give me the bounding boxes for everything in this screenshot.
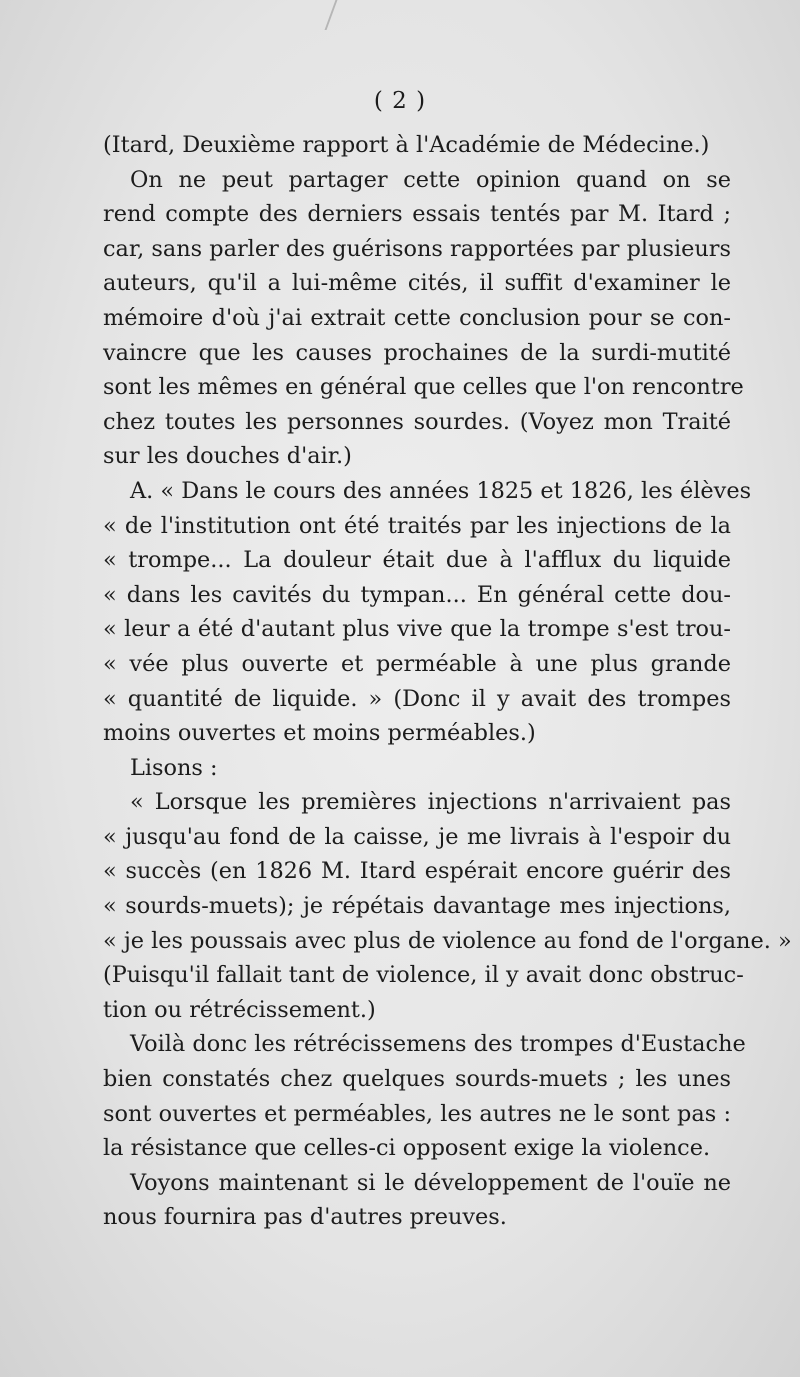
- text-line: « leur a été d'autant plus vive que la trompe s'est trou-: [103, 616, 731, 643]
- paragraph-quote-a: [103, 474, 752, 751]
- text-line: moins ouvertes et moins perméables.): [103, 720, 536, 747]
- text-line: sont ouvertes et perméables, les autres ne le sont pas :: [103, 1100, 731, 1127]
- paragraph-lisons: [103, 751, 731, 786]
- paragraph-next: [103, 1166, 731, 1235]
- text-line: « trompe... La douleur était due à l'afflux du liquide: [103, 547, 731, 574]
- text-line: « quantité de liquide. » (Donc il y avait des trompes: [103, 685, 731, 712]
- page-number: ( 2 ): [373, 88, 427, 114]
- text-line: On ne peut partager cette opinion quand on se: [130, 166, 731, 193]
- text-line: « succès (en 1826 M. Itard espérait encore guérir des: [103, 858, 731, 885]
- text-line: « de l'institution ont été traités par les injections de la: [103, 512, 731, 539]
- text-line: « sourds-muets); je répétais davantage mes injections,: [103, 893, 731, 920]
- text-line: Voilà donc les rétrécissemens des trompes d'Eustache: [130, 1031, 746, 1058]
- text-line: « je les poussais avec plus de violence au fond de l'organe. »: [103, 927, 792, 954]
- text-line: tion ou rétrécissement.): [103, 996, 376, 1023]
- text-line: chez toutes les personnes sourdes. (Voyez mon Traité: [103, 408, 731, 435]
- text-line: (Puisqu'il fallait tant de violence, il y avait donc obstruc-: [103, 962, 744, 989]
- paragraph-conclusion: [103, 1027, 746, 1165]
- text-line: sont les mêmes en général que celles que l'on rencontre: [103, 374, 744, 401]
- paragraph-opinion: [103, 163, 744, 474]
- text-line: « dans les cavités du tympan... En général cette dou-: [103, 581, 731, 608]
- text-line: mémoire d'où j'ai extrait cette conclusion pour se con-: [103, 304, 731, 331]
- body-text: [103, 128, 792, 1235]
- text-line: nous fournira pas d'autres preuves.: [103, 1204, 507, 1231]
- text-line: « vée plus ouverte et perméable à une plus grande: [103, 650, 731, 677]
- text-line: auteurs, qu'il a lui-même cités, il suffit d'examiner le: [103, 270, 731, 297]
- text-line: A. « Dans le cours des années 1825 et 1826, les élèves: [130, 477, 752, 504]
- paragraph-quote-b: [103, 785, 792, 1027]
- text-line: (Itard, Deuxième rapport à l'Académie de Médecine.): [103, 132, 710, 158]
- text-line: Voyons maintenant si le développement de l'ouïe ne: [130, 1169, 731, 1196]
- ink-mark: [325, 0, 378, 30]
- paragraph-citation: [103, 128, 731, 163]
- text-line: « jusqu'au fond de la caisse, je me livrais à l'espoir du: [103, 823, 731, 850]
- text-line: « Lorsque les premières injections n'arrivaient pas: [130, 789, 731, 816]
- text-line: vaincre que les causes prochaines de la surdi-mutité: [103, 339, 731, 366]
- text-line: rend compte des derniers essais tentés par M. Itard ;: [103, 201, 731, 228]
- text-line: la résistance que celles-ci opposent exige la violence.: [103, 1135, 711, 1162]
- text-line: sur les douches d'air.): [103, 443, 352, 470]
- text-line: car, sans parler des guérisons rapportées par plusieurs: [103, 235, 731, 262]
- text-line: Lisons :: [130, 754, 218, 781]
- text-line: bien constatés chez quelques sourds-muets ; les unes: [103, 1066, 731, 1093]
